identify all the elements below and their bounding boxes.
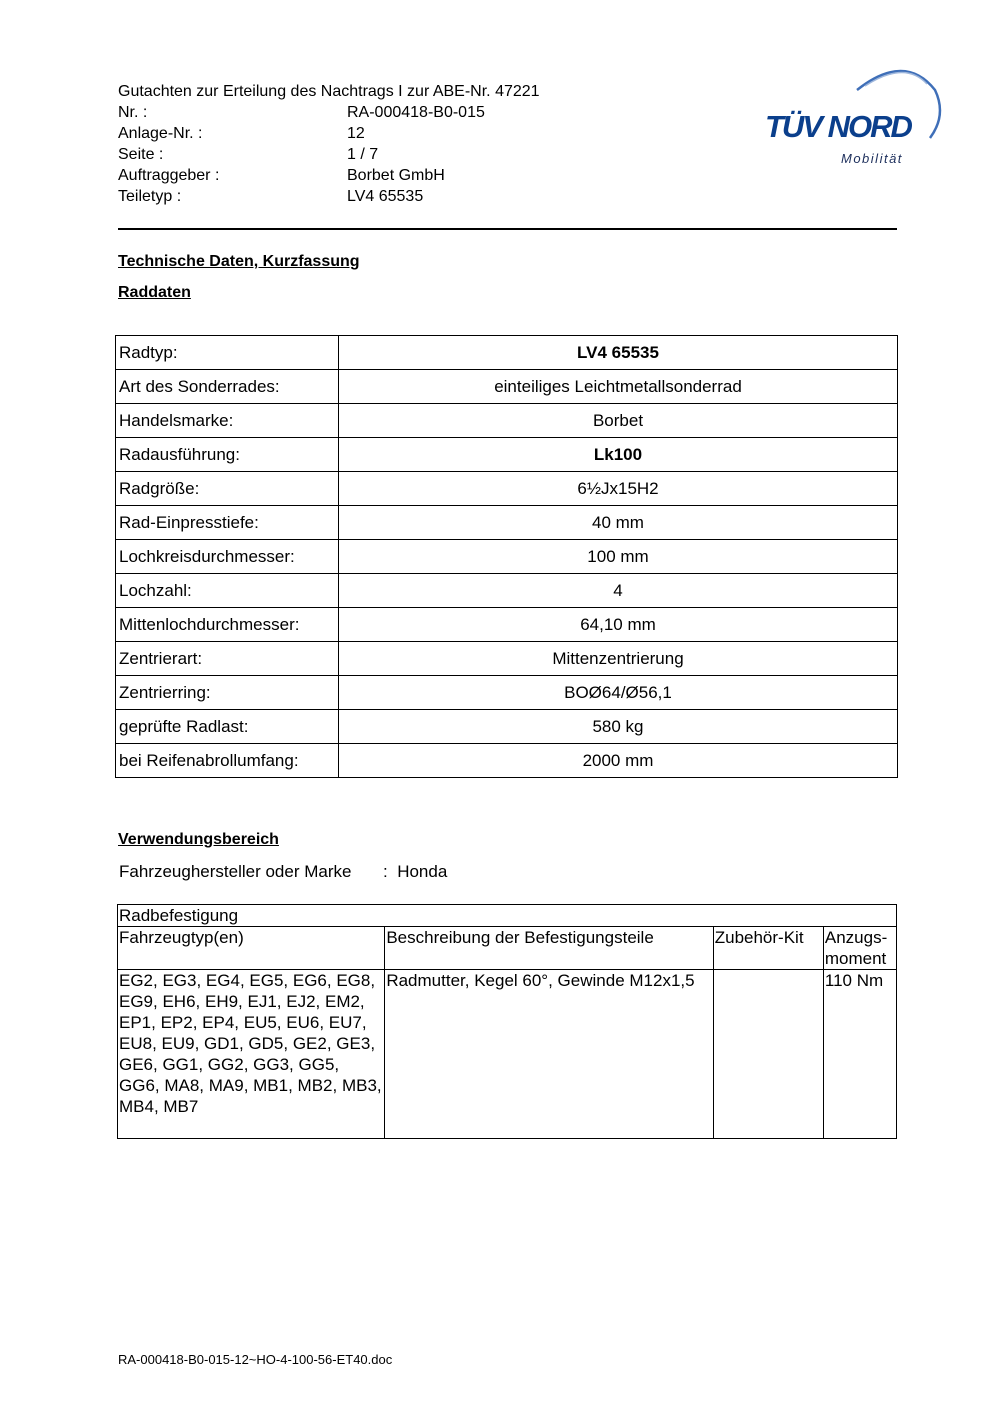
fixing-kit: [713, 970, 823, 1139]
table-row: [116, 370, 898, 404]
raddaten-value: 4: [339, 574, 898, 608]
fixing-vehicle-types: EG2, EG3, EG4, EG5, EG6, EG8, EG9, EH6, EH9, EJ1, EJ2, EM2, EP1, EP2, EP4, EU5, EU6, EU7, EU8, EU9, GD1, GD5, GE2, GE3, GE6, GG1, GG2, GG3, GG5, GG6, MA8, MA9, MB1, MB2, MB3, MB4, MB7: [118, 970, 385, 1139]
header-field-label: Seite :: [118, 146, 164, 163]
raddaten-value: LV4 65535: [339, 336, 898, 370]
header-field-value: LV4 65535: [347, 188, 424, 205]
table-row: [116, 336, 898, 370]
raddaten-label: Art des Sonderrades:: [116, 370, 339, 404]
header-field-label: Auftraggeber :: [118, 167, 220, 184]
usage-separator: :: [383, 862, 388, 881]
table-row: [116, 472, 898, 506]
raddaten-value: Lk100: [339, 438, 898, 472]
header-divider: [118, 228, 897, 230]
raddaten-label: geprüfte Radlast:: [116, 710, 339, 744]
fixing-description: Radmutter, Kegel 60°, Gewinde M12x1,5: [385, 970, 713, 1139]
section-title-verwendung: Verwendungsbereich: [118, 831, 279, 848]
table-row: [116, 404, 898, 438]
table-row: [116, 710, 898, 744]
raddaten-value: 2000 mm: [339, 744, 898, 778]
table-row: [116, 642, 898, 676]
table-row: [116, 438, 898, 472]
footer-filename: RA-000418-B0-015-12~HO-4-100-56-ET40.doc: [118, 1352, 393, 1367]
header-field-label: Nr. :: [118, 104, 148, 121]
fixing-caption: Radbefestigung: [118, 905, 897, 927]
logo-wordmark: TÜV NORD: [765, 109, 911, 144]
raddaten-label: Lochkreisdurchmesser:: [116, 540, 339, 574]
raddaten-label: bei Reifenabrollumfang:: [116, 744, 339, 778]
raddaten-label: Radgröße:: [116, 472, 339, 506]
raddaten-value: 40 mm: [339, 506, 898, 540]
logo-subtitle: Mobilität: [841, 151, 903, 166]
header-field-value: 12: [347, 125, 365, 142]
table-row: [116, 676, 898, 710]
radbefestigung-table: [117, 904, 897, 1139]
table-row: [116, 608, 898, 642]
usage-line: [119, 862, 448, 882]
table-row: [116, 744, 898, 778]
raddaten-value: Mittenzentrierung: [339, 642, 898, 676]
section-title-raddaten: Raddaten: [118, 284, 191, 301]
raddaten-label: Zentrierart:: [116, 642, 339, 676]
raddaten-value: 64,10 mm: [339, 608, 898, 642]
header-field-value: Borbet GmbH: [347, 167, 445, 184]
raddaten-label: Lochzahl:: [116, 574, 339, 608]
usage-label: Fahrzeughersteller oder Marke: [119, 862, 352, 881]
header-field-label: Teiletyp :: [118, 188, 182, 205]
raddaten-label: Handelsmarke:: [116, 404, 339, 438]
raddaten-value: Borbet: [339, 404, 898, 438]
raddaten-label: Mittenlochdurchmesser:: [116, 608, 339, 642]
raddaten-value: BOØ64/Ø56,1: [339, 676, 898, 710]
raddaten-value: 6½Jx15H2: [339, 472, 898, 506]
usage-value: Honda: [397, 862, 448, 881]
header-field-value: 1 / 7: [347, 146, 379, 163]
document-title: Gutachten zur Erteilung des Nachtrags I zur ABE-Nr. 47221: [118, 83, 540, 100]
raddaten-table: [115, 335, 898, 778]
fixing-header-torque: Anzugs- moment: [823, 927, 896, 970]
raddaten-value: einteiliges Leichtmetallsonderrad: [339, 370, 898, 404]
raddaten-label: Radtyp:: [116, 336, 339, 370]
fixing-header-kit: Zubehör-Kit: [713, 927, 823, 970]
table-row: [116, 506, 898, 540]
fixing-header-vehicle-types: Fahrzeugtyp(en): [118, 927, 385, 970]
table-row: [116, 574, 898, 608]
raddaten-label: Radausführung:: [116, 438, 339, 472]
raddaten-value: 100 mm: [339, 540, 898, 574]
header-field-label: Anlage-Nr. :: [118, 125, 203, 142]
section-title-tech: Technische Daten, Kurzfassung: [118, 253, 360, 270]
raddaten-label: Zentrierring:: [116, 676, 339, 710]
fixing-header-description: Beschreibung der Befestigungsteile: [385, 927, 713, 970]
fixing-torque: 110 Nm: [823, 970, 896, 1139]
table-row: [116, 540, 898, 574]
raddaten-value: 580 kg: [339, 710, 898, 744]
header-field-value: RA-000418-B0-015: [347, 104, 485, 121]
tuev-nord-logo: [765, 60, 945, 170]
raddaten-label: Rad-Einpresstiefe:: [116, 506, 339, 540]
